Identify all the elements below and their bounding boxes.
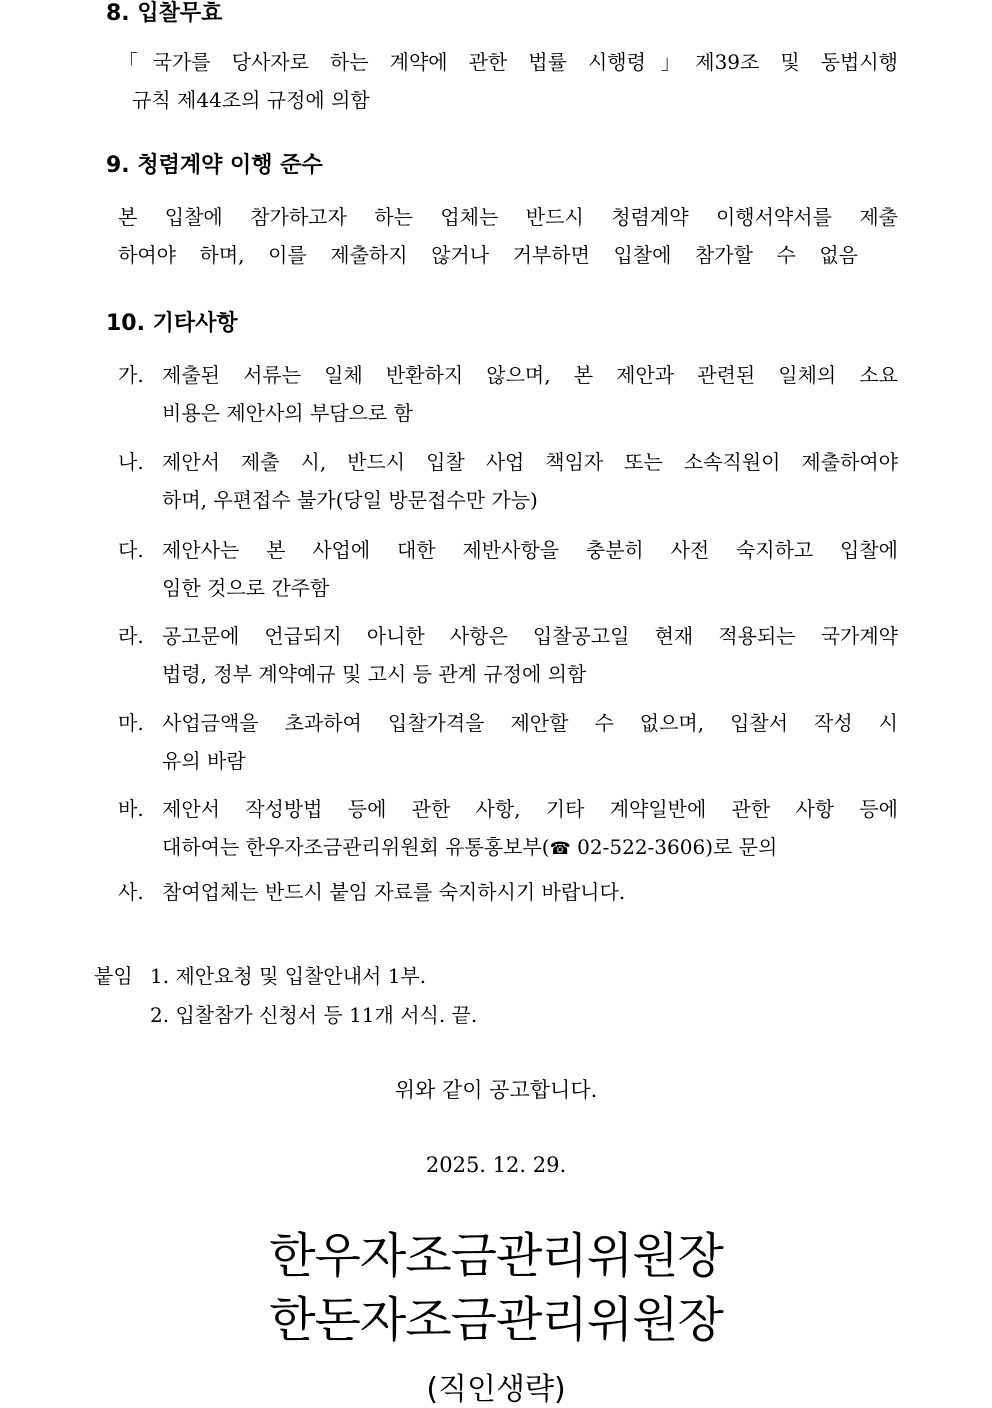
notice-date: 2025. 12. 29. xyxy=(425,1153,567,1177)
seal-omitted-note: (직인생략) xyxy=(426,1372,566,1407)
phone-number: 02-522-3606 xyxy=(577,835,706,859)
section-8-line-1: 「국가를 당사자로 하는 계약에 관한 법률 시행령」제39조 및 동법시행 xyxy=(118,50,898,74)
list-item-label: 사. xyxy=(118,880,144,904)
list-item-label: 다. xyxy=(118,538,144,562)
list-item-sa xyxy=(118,873,898,911)
list-item-line: 제안사는 본 사업에 대한 제반사항을 충분히 사전 숙지하고 입찰에 xyxy=(162,538,898,562)
list-item-ra xyxy=(118,617,898,693)
attachment-item-2: 2. 입찰참가 신청서 등 11개 서식. 끝. xyxy=(150,1003,478,1027)
closing-statement: 위와 같이 공고합니다. xyxy=(394,1078,598,1102)
list-item-line: 사업금액을 초과하여 입찰가격을 제안할 수 없으며, 입찰서 작성 시 xyxy=(162,711,898,735)
section-9-line-1: 본 입찰에 참가하고자 하는 업체는 반드시 청렴계약 이행서약서를 제출 xyxy=(118,205,898,229)
list-item-ba xyxy=(118,790,898,868)
list-item-line: 제안서 작성방법 등에 관한 사항, 기타 계약일반에 관한 사항 등에 xyxy=(162,797,898,821)
list-item-label: 바. xyxy=(118,797,144,821)
list-item-line: 제안서 제출 시, 반드시 입찰 사업 책임자 또는 소속직원이 제출하여야 xyxy=(162,450,898,474)
list-item-label: 라. xyxy=(118,624,144,648)
list-item-ga xyxy=(118,356,898,432)
telephone-icon: ☎ xyxy=(549,839,571,859)
list-item-na xyxy=(118,443,898,519)
contact-suffix: )로 문의 xyxy=(705,835,778,859)
signer-hanwoo: 한우자조금관리위원장 xyxy=(269,1228,723,1284)
contact-line xyxy=(162,828,898,868)
list-item-ma xyxy=(118,704,898,780)
list-item-da xyxy=(118,531,898,607)
section-8-line-2: 규칙 제44조의 규정에 의함 xyxy=(132,88,370,112)
list-item-label: 나. xyxy=(118,450,144,474)
list-item-label: 가. xyxy=(118,363,144,387)
section-8-heading: 8. 입찰무효 xyxy=(106,1,223,26)
contact-prefix: 대하여는 한우자조금관리위원회 유통홍보부( xyxy=(162,835,550,859)
signer-handon: 한돈자조금관리위원장 xyxy=(269,1292,723,1348)
list-item-line: 참여업체는 반드시 붙임 자료를 숙지하시기 바랍니다. xyxy=(162,880,626,904)
section-9-line-2: 하여야 하며, 이를 제출하지 않거나 거부하면 입찰에 참가할 수 없음 xyxy=(118,243,858,267)
list-item-line: 비용은 제안사의 부담으로 함 xyxy=(162,401,413,425)
list-item-line: 임한 것으로 간주함 xyxy=(162,576,330,600)
section-9-heading: 9. 청렴계약 이행 준수 xyxy=(106,153,323,178)
list-item-label: 마. xyxy=(118,711,144,735)
list-item-line: 유의 바람 xyxy=(162,749,246,773)
list-item-line: 공고문에 언급되지 아니한 사항은 입찰공고일 현재 적용되는 국가계약 xyxy=(162,624,898,648)
attachments-label: 붙임 xyxy=(94,964,133,988)
list-item-line: 법령, 정부 계약예규 및 고시 등 관계 규정에 의함 xyxy=(162,662,587,686)
list-item-line: 하며, 우편접수 불가(당일 방문접수만 가능) xyxy=(162,488,538,512)
section-10-heading: 10. 기타사항 xyxy=(106,311,238,336)
attachment-item-1: 1. 제안요청 및 입찰안내서 1부. xyxy=(150,964,427,988)
list-item-line: 제출된 서류는 일체 반환하지 않으며, 본 제안과 관련된 일체의 소요 xyxy=(162,363,898,387)
